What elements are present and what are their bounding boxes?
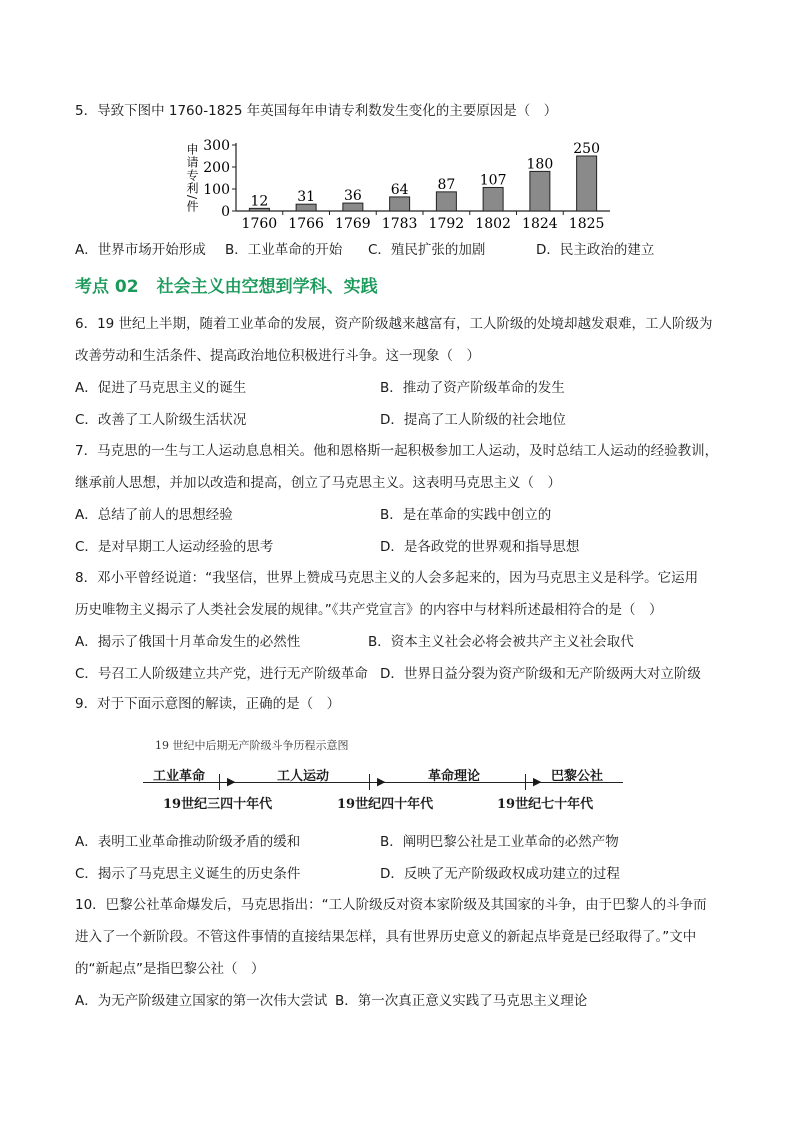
q6-option-a[interactable]: A．促进了马克思主义的诞生	[75, 380, 247, 396]
period-3: 19世纪七十年代	[497, 797, 594, 812]
tick-1	[219, 774, 220, 790]
x-tick-label: 1783	[381, 216, 418, 232]
x-tick-label: 1825	[568, 216, 605, 232]
y-tick-label: 200	[203, 160, 230, 176]
step-revolutionary-theory: 革命理论	[428, 769, 481, 784]
q10-option-b[interactable]: B．第一次真正意义实践了马克思主义理论	[335, 993, 588, 1009]
q8-option-a[interactable]: A．揭示了俄国十月革命发生的必然性	[75, 634, 301, 650]
data-label: 87	[437, 176, 456, 193]
bar	[296, 204, 316, 211]
section-title: 社会主义由空想到学科、实践	[156, 277, 378, 297]
x-tick-label: 1769	[335, 216, 371, 232]
arrow-icon: ▶	[227, 775, 236, 788]
q10-line-3: 的“新起点”是指巴黎公社（ ）	[75, 961, 265, 977]
data-label: 107	[479, 172, 507, 189]
period-2: 19世纪四十年代	[337, 797, 434, 812]
step-paris-commune: 巴黎公社	[551, 769, 604, 784]
y-axis-label: 申请专利/件	[185, 143, 199, 214]
step-workers-movement: 工人运动	[277, 769, 330, 784]
q5-stem: 5．导致下图中 1760-1825 年英国每年申请专利数发生变化的主要原因是（ ）	[75, 103, 558, 119]
data-label: 64	[390, 181, 409, 198]
struggle-timeline-diagram	[143, 735, 623, 817]
q7-line-2: 继承前人思想，并加以改造和提高，创立了马克思主义。这表明马克思主义（ ）	[75, 475, 561, 491]
q5-option-d[interactable]: D．民主政治的建立	[536, 242, 655, 258]
x-tick-label: 1766	[288, 216, 324, 232]
tick-3	[525, 774, 526, 790]
q9-stem: 9．对于下面示意图的解读，正确的是（ ）	[75, 696, 341, 712]
y-tick-label: 0	[221, 204, 230, 220]
q6-option-c[interactable]: C．改善了工人阶级生活状况	[75, 412, 247, 428]
q8-option-b[interactable]: B．资本主义社会必将会被共产主义社会取代	[368, 634, 634, 650]
arrow-icon: ▶	[377, 775, 386, 788]
bar	[483, 187, 503, 211]
q10-option-a[interactable]: A．为无产阶级建立国家的第一次伟大尝试	[75, 993, 328, 1009]
tick-2	[369, 774, 370, 790]
q6-line-2: 改善劳动和生活条件、提高政治地位积极进行斗争。这一现象（ ）	[75, 348, 480, 364]
y-tick-label: 300	[203, 138, 230, 154]
q9-option-b[interactable]: B．阐明巴黎公社是工业革命的必然产物	[380, 834, 619, 850]
x-tick-label: 1824	[522, 216, 558, 232]
bar	[390, 197, 410, 211]
q6-option-d[interactable]: D．提高了工人阶级的社会地位	[380, 412, 566, 428]
q6-line-1: 6．19 世纪上半期，随着工业革命的发展，资产阶级越来越富有，工人阶级的处境却越发艰难，工人阶级为	[75, 316, 713, 332]
q5-option-b[interactable]: B．工业革命的开始	[225, 242, 343, 258]
q7-option-a[interactable]: A．总结了前人的思想经验	[75, 507, 233, 523]
x-tick-label: 1802	[475, 216, 511, 232]
q9-option-a[interactable]: A．表明工业革命推动阶级矛盾的缓和	[75, 834, 301, 850]
bar	[530, 171, 550, 211]
diagram-title: 19 世纪中后期无产阶级斗争历程示意图	[155, 739, 349, 752]
q7-option-c[interactable]: C．是对早期工人运动经验的思考	[75, 539, 274, 555]
section-heading	[75, 272, 378, 297]
q8-line-2: 历史唯物主义揭示了人类社会发展的规律。”《共产党宣言》的内容中与材料所述最相符合的是（ ）	[75, 602, 663, 618]
data-label: 180	[526, 156, 554, 173]
q8-option-d[interactable]: D．世界日益分裂为资产阶级和无产阶级两大对立阶级	[380, 666, 701, 682]
section-code: 考点 02	[75, 277, 139, 297]
q7-line-1: 7．马克思的一生与工人运动息息相关。他和恩格斯一起积极参加工人运动，及时总结工人运动的经验教训，	[75, 443, 719, 459]
bar	[577, 156, 597, 211]
q8-option-c[interactable]: C．号召工人阶级建立共产党，进行无产阶级革命	[75, 666, 368, 682]
y-tick-label: 100	[203, 182, 230, 198]
bar	[343, 203, 363, 211]
data-label: 36	[343, 188, 362, 205]
bar	[436, 192, 456, 211]
period-1: 19世纪三四十年代	[163, 797, 273, 812]
q7-option-b[interactable]: B．是在革命的实践中创立的	[380, 507, 552, 523]
data-label: 250	[573, 141, 600, 157]
x-tick-label: 1792	[428, 216, 465, 232]
step-industrial-revolution: 工业革命	[153, 769, 206, 784]
q7-option-d[interactable]: D．是各政党的世界观和指导思想	[380, 539, 580, 555]
q10-line-2: 进入了一个新阶段。不管这件事情的直接结果怎样，具有世界历史意义的新起点毕竟是已经取得了。”文中	[75, 929, 697, 945]
arrow-icon: ▶	[533, 775, 542, 788]
q9-option-d[interactable]: D．反映了无产阶级政权成功建立的过程	[380, 866, 620, 882]
q5-option-a[interactable]: A．世界市场开始形成	[75, 242, 206, 258]
q6-option-b[interactable]: B．推动了资产阶级革命的发生	[380, 380, 565, 396]
q8-line-1: 8．邓小平曾经说道：“我坚信，世界上赞成马克思主义的人会多起来的，因为马克思主义是科学。它运用	[75, 570, 699, 586]
q5-option-c[interactable]: C．殖民扩张的加剧	[368, 242, 486, 258]
data-label: 31	[297, 189, 316, 206]
q10-line-1: 10．巴黎公社革命爆发后，马克思指出：“工人阶级反对资本家阶级及其国家的斗争，由于巴黎人的斗争而	[75, 897, 707, 913]
x-tick-label: 1760	[241, 216, 278, 232]
patent-bar-chart	[180, 135, 620, 235]
data-label: 12	[250, 193, 269, 210]
q9-option-c[interactable]: C．揭示了马克思主义诞生的历史条件	[75, 866, 301, 882]
